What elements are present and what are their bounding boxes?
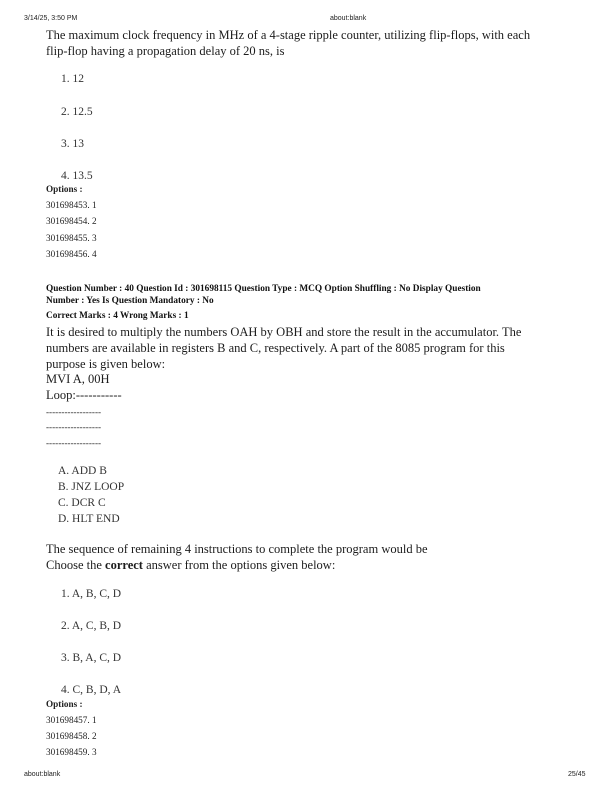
- q2-choice-1: 1. A, B, C, D: [61, 588, 122, 600]
- q2-text-line3: purpose is given below:: [46, 357, 166, 371]
- q1-choice-1: 1. 12: [61, 73, 84, 85]
- q2-choice-2: 2. A, C, B, D: [61, 620, 122, 632]
- q1-option-id-3: 301698455. 3: [46, 233, 97, 243]
- q2-instruction-b: B. JNZ LOOP: [58, 481, 125, 493]
- q2-option-id-3: 301698459. 3: [46, 747, 97, 757]
- q2-options-label: Options :: [46, 699, 83, 709]
- header-datetime: 3/14/25, 3:50 PM: [24, 15, 78, 22]
- q2-instruction-c: C. DCR C: [58, 497, 106, 509]
- q1-option-id-2: 301698454. 2: [46, 216, 97, 226]
- q2-prompt-suffix: answer from the options given below:: [142, 558, 336, 572]
- q2-dash-line3: ------------------: [46, 438, 102, 448]
- q2-instruction-a: A. ADD B: [58, 465, 107, 477]
- q2-choice-3: 3. B, A, C, D: [61, 652, 122, 664]
- q2-option-id-2: 301698458. 2: [46, 731, 97, 741]
- q1-option-id-1: 301698453. 1: [46, 200, 97, 210]
- q1-choice-4: 4. 13.5: [61, 170, 93, 182]
- q2-dash-line1: ------------------: [46, 407, 102, 417]
- q2-option-id-1: 301698457. 1: [46, 715, 97, 725]
- q1-choice-3: 3. 13: [61, 138, 84, 150]
- footer-page-number: 25/45: [568, 771, 586, 778]
- q2-dash-line2: ------------------: [46, 422, 102, 432]
- q1-text-line1: The maximum clock frequency in MHz of a 4-stage ripple counter, utilizing flip-flops, with each: [46, 28, 531, 42]
- q2-choice-4: 4. C, B, D, A: [61, 684, 122, 696]
- q2-text-line2: numbers are available in registers B and C, respectively. A part of the 8085 program for this: [46, 341, 505, 355]
- q2-code-line1: MVI A, 00H: [46, 372, 110, 386]
- q2-prompt-bold: correct: [105, 558, 143, 572]
- q2-prompt-line2: [46, 558, 335, 573]
- q2-instruction-d: D. HLT END: [58, 513, 120, 525]
- q1-choice-2: 2. 12.5: [61, 106, 93, 118]
- q2-meta-line2: Number : Yes Is Question Mandatory : No: [46, 296, 214, 306]
- q1-options-label: Options :: [46, 184, 83, 194]
- footer-url: about:blank: [24, 771, 61, 778]
- header-url: about:blank: [330, 15, 367, 22]
- q2-marks: Correct Marks : 4 Wrong Marks : 1: [46, 311, 189, 321]
- q1-option-id-4: 301698456. 4: [46, 249, 97, 259]
- q2-prompt-line1: The sequence of remaining 4 instructions to complete the program would be: [46, 542, 428, 556]
- q2-meta-line1: Question Number : 40 Question Id : 301698115 Question Type : MCQ Option Shuffling : No Display Question: [46, 284, 481, 294]
- q2-prompt-prefix: Choose the: [46, 558, 106, 572]
- q1-text-line2: flip-flop having a propagation delay of 20 ns, is: [46, 44, 285, 58]
- q2-text-line1: It is desired to multiply the numbers OAH by OBH and store the result in the accumulator. The: [46, 325, 522, 339]
- q2-code-line2: Loop:-----------: [46, 388, 122, 402]
